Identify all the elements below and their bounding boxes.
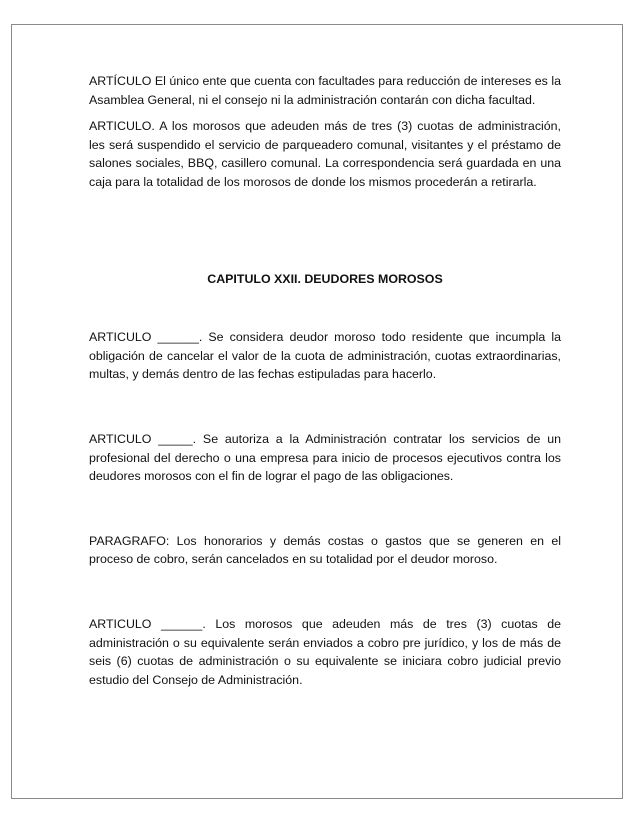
paragraph-articulo-reduccion-intereses: ARTÍCULO El único ente que cuenta con facultades para reducción de intereses es la Asamblea General, ni el consejo ni la administración contarán con dicha facultad. <box>89 74 561 107</box>
paragraph-articulo-deudor-moroso: ARTICULO ______. Se considera deudor moroso todo residente que incumpla la obligación de cancelar el valor de la cuota de administración, cuotas extraordinarias, multas, y demás dentro de las fechas estipuladas para hacerlo. <box>89 330 561 382</box>
chapter-title: CAPITULO XXII. DEUDORES MOROSOS <box>207 271 443 286</box>
paragraph-paragrafo-honorarios: PARAGRAFO: Los honorarios y demás costas o gastos que se generen en el proceso de cobro, serán cancelados en su totalidad por el deudor moroso. <box>89 533 561 567</box>
document-body <box>89 72 561 689</box>
paragraph-articulo-cobro-juridico: ARTICULO ______. Los morosos que adeuden más de tres (3) cuotas de administración o su equivalente serán enviados a cobro pre jurídico, y los de más de seis (6) cuotas de administración o su equivalente se iniciara cobro judicial previo estudio del Consejo de Administración. <box>89 616 561 687</box>
document-page <box>11 24 623 799</box>
paragraph-articulo-suspension-servicios: ARTICULO. A los morosos que adeuden más de tres (3) cuotas de administración, les será suspendido el servicio de parqueadero comunal, visitantes y el préstamo de salones sociales, BBQ, casillero comunal. La correspondencia será guardada en una caja para la totalidad de los morosos de donde los mismos procederán a retirarla. <box>89 119 561 189</box>
paragraph-articulo-procesos-ejecutivos: ARTICULO _____. Se autoriza a la Administración contratar los servicios de un profesional del derecho o una empresa para inicio de procesos ejecutivos contra los deudores morosos con el fin de lograr el pago de las obligaciones. <box>89 431 561 484</box>
